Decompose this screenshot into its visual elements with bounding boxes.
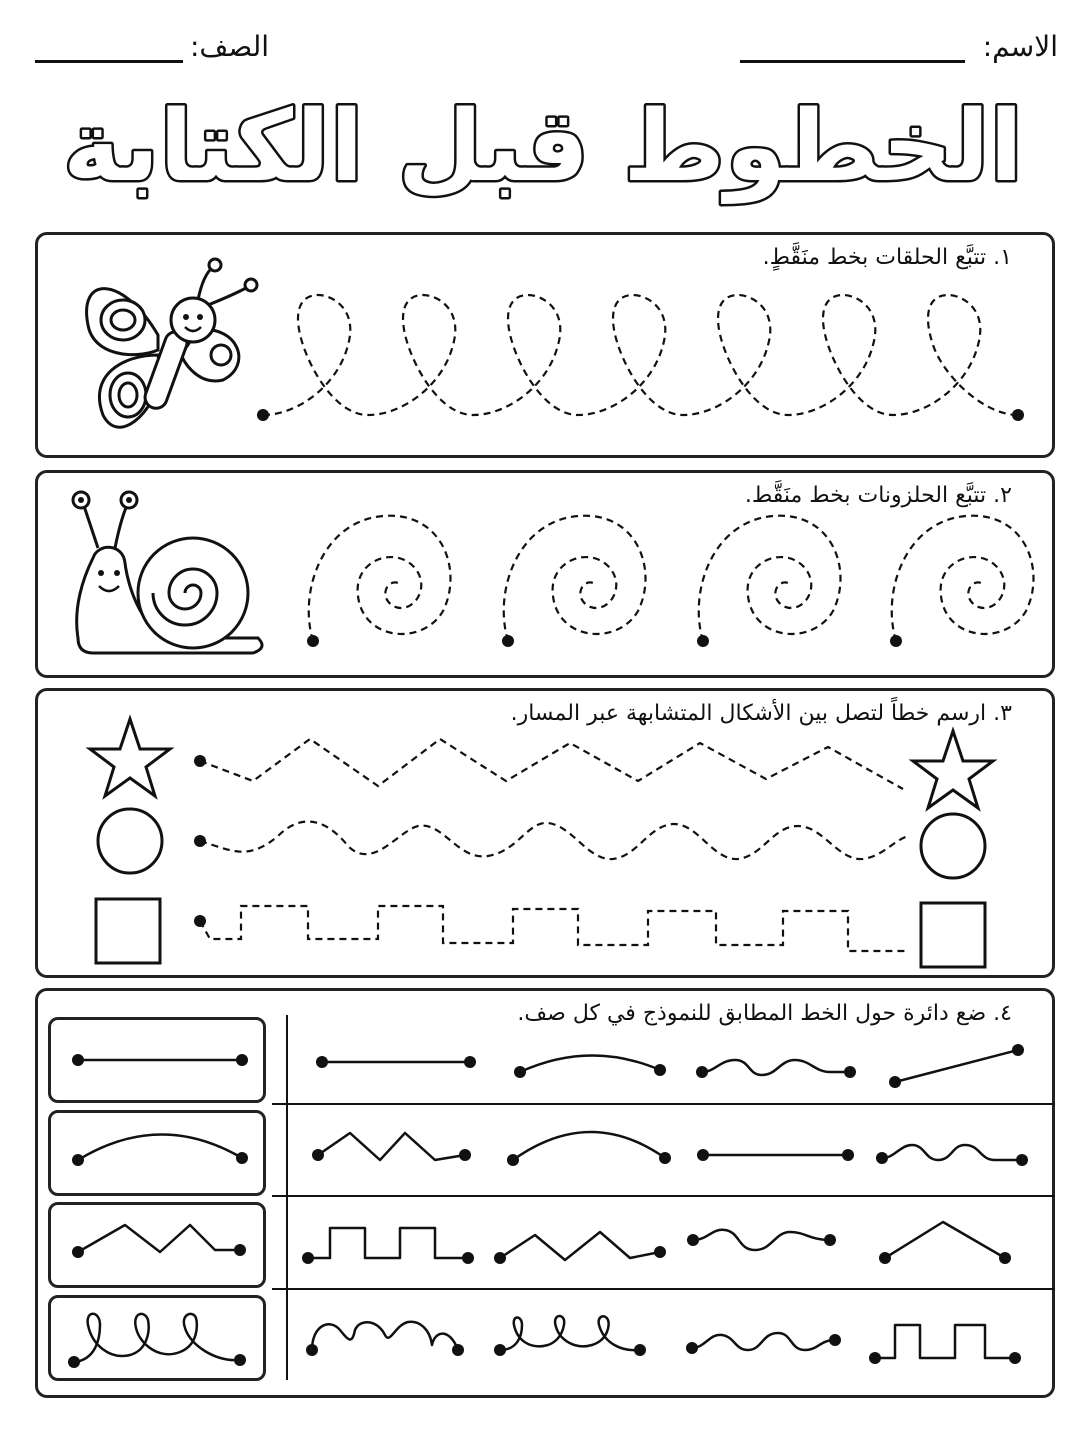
title-text: الخطوط قبل الكتابة [63,90,1023,204]
row4-option-wave [692,1333,835,1350]
row1-option-wave [702,1060,850,1075]
section-4-instruction: ٤. ضع دائرة حول الخط المطابق للنموذج في كل صف. [517,1001,1012,1026]
section-2-instruction: ٢. تتبَّع الحلزونات بخط منَقَّط. [744,483,1012,508]
row1-option-slant [895,1050,1018,1082]
section-3-instruction: ٣. ارسم خطاً لتصل بين الأشكال المتشابهة عبر المسار. [510,701,1012,726]
row3-option-zigzag [500,1232,660,1260]
model-loops-line [74,1314,240,1362]
row4-option-square-wave [875,1325,1015,1358]
row4-option-loops [500,1316,640,1350]
row3-option-peak [885,1222,1005,1258]
row2-option-arc [513,1132,665,1160]
class-label: الصف: [190,30,270,63]
row3-option-square-wave [308,1228,468,1258]
row4-option-humps [312,1322,458,1350]
model-arc-line [78,1134,242,1160]
row1-option-arc [520,1055,660,1072]
row3-option-wave [693,1230,830,1250]
row2-option-zigzag [318,1133,465,1160]
model-zigzag-line [78,1225,240,1252]
row2-option-wave [882,1145,1022,1160]
section-1-instruction: ١. تتبَّع الحلقات بخط منَقَّطٍ. [762,245,1012,270]
name-label: الاسم: [982,30,1058,63]
